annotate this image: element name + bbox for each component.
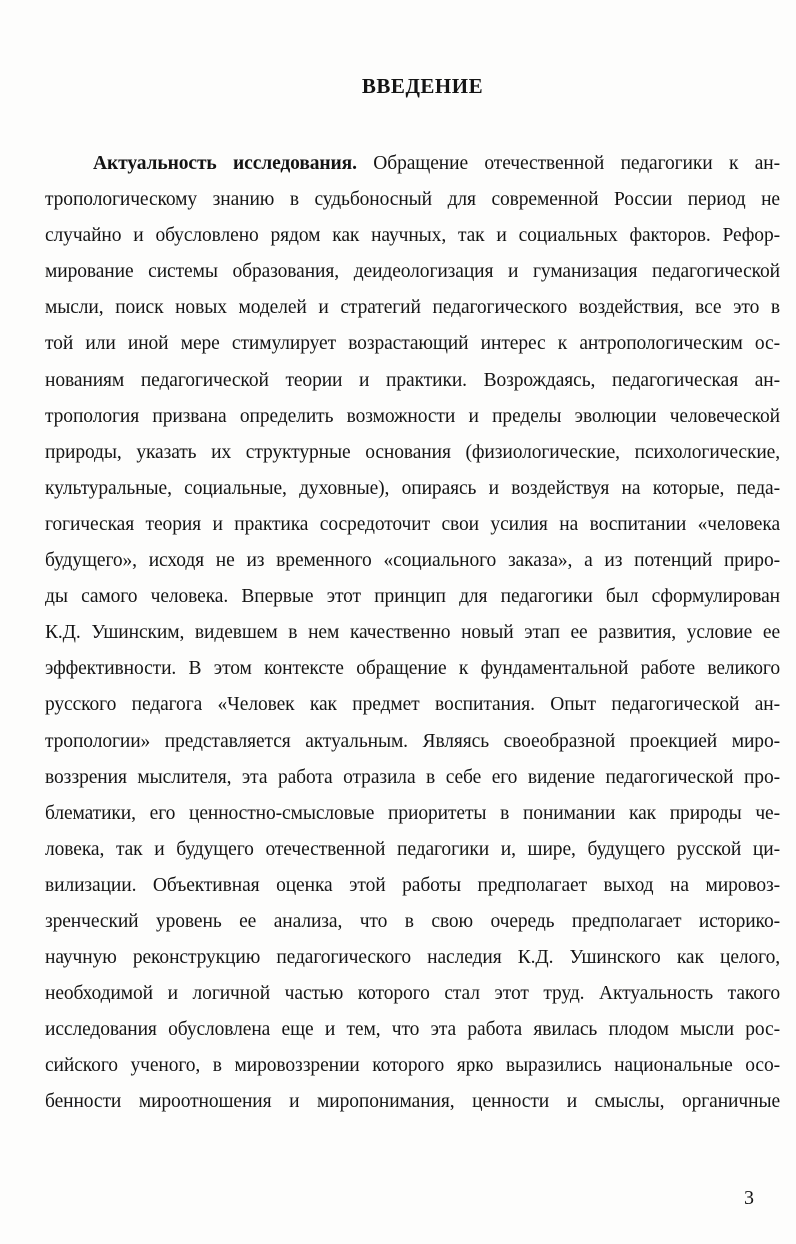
text-line: научную реконструкцию педагогического наследия К.Д. Ушинского как целого, <box>45 947 780 969</box>
text-line: К.Д. Ушинским, видевшем в нем качественно новый этап ее развития, условие ее <box>45 622 780 644</box>
text-line: тропологическому знанию в судьбоносный для современной России период не <box>45 189 780 211</box>
text-line: природы, указать их структурные основания (физиологические, психологические, <box>45 441 780 463</box>
text-line: ловека, так и будущего отечественной педагогики и, шире, будущего русской ци- <box>45 838 780 860</box>
text-line: гогическая теория и практика сосредоточит свои усилия на воспитании «человека <box>45 513 780 535</box>
text-line: воззрения мыслителя, эта работа отразила в себе его видение педагогической про- <box>45 766 780 788</box>
text-line: той или иной мере стимулирует возрастающий интерес к антропологическим ос- <box>45 333 780 355</box>
text-line: мирование системы образования, деидеологизация и гуманизация педагогической <box>45 261 780 283</box>
text-line: сийского ученого, в мировоззрении которого ярко выразились национальные осо- <box>45 1055 780 1077</box>
text-line: тропология призвана определить возможности и пределы эволюции человеческой <box>45 405 780 427</box>
text-line: культуральные, социальные, духовные), опираясь и воздействуя на которые, педа- <box>45 477 780 499</box>
text-line: исследования обусловлена еще и тем, что эта работа явилась плодом мысли рос- <box>45 1019 780 1041</box>
text-line: мысли, поиск новых моделей и стратегий педагогического воздействия, все это в <box>45 297 780 319</box>
text-line: зренческий уровень ее анализа, что в свою очередь предполагает историко- <box>45 910 780 932</box>
text-line: эффективности. В этом контексте обращение к фундаментальной работе великого <box>45 658 780 680</box>
section-title: ВВЕДЕНИЕ <box>361 74 484 98</box>
text-line: ды самого человека. Впервые этот принцип для педагогики был сформулирован <box>45 586 780 608</box>
text-line: нованиям педагогической теории и практики. Возрождаясь, педагогическая ан- <box>45 369 780 391</box>
text-line: бенности мироотношения и миропонимания, ценности и смыслы, органичные <box>45 1091 780 1113</box>
text-line: случайно и обусловлено рядом как научных, так и социальных факторов. Рефор- <box>45 225 780 247</box>
paragraph-lead-rest: Обращение отечественной педагогики к ан- <box>373 153 780 174</box>
text-line: будущего», исходя не из временного «социального заказа», а из потенций приро- <box>45 550 780 572</box>
text-line: русского педагога «Человек как предмет воспитания. Опыт педагогической ан- <box>45 694 780 716</box>
text-line: необходимой и логичной частью которого стал этот труд. Актуальность такого <box>45 983 780 1005</box>
text-line: тропологии» представляется актуальным. Являясь своеобразной проекцией миро- <box>45 730 780 752</box>
text-line <box>45 146 780 182</box>
text-line: блематики, его ценностно-смысловые приоритеты в понимании как природы че- <box>45 802 780 824</box>
page-number: 3 <box>744 1187 754 1209</box>
text-line: вилизации. Объективная оценка этой работы предполагает выход на мировоз- <box>45 874 780 896</box>
body-text <box>45 146 780 1121</box>
paragraph-lead-bold: Актуальность исследования. <box>93 153 357 174</box>
